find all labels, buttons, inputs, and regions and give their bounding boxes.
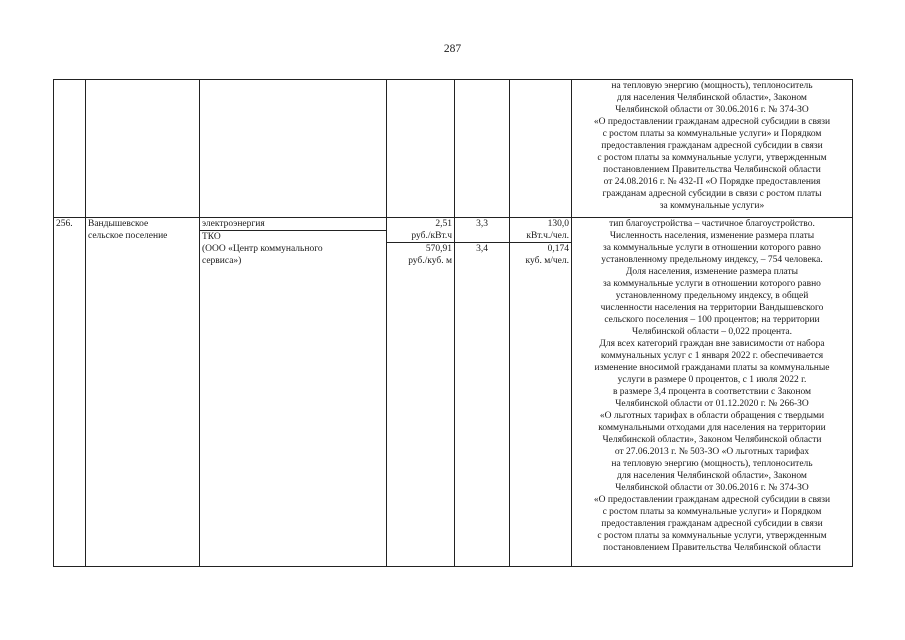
legal-text-line: Для всех категорий граждан вне зависимости от набора [599,339,825,349]
legal-text-line: постановлением Правительства Челябинской области [603,543,821,553]
cell-number-empty [54,80,86,218]
legal-text-line: гражданам адресной субсидии в связи с ростом платы [602,189,822,199]
service-tko: ТКО (ООО «Центр коммунального сервиса») [200,230,386,267]
legal-text-line: численности населения на территории Вандышевского [600,303,824,313]
legal-text-line: коммунальными отходами для населения на территории [598,423,826,433]
row-number: 256. [54,218,86,567]
legal-text-line: за коммунальные услуги в отношении которого равно [603,243,821,253]
legal-text-line: «О льготных тарифах в области обращения с твердыми [599,411,825,421]
norm-electricity: 130,0 кВт.ч./чел. [526,219,569,241]
row-256-legal-text [572,218,853,567]
settlement-name [86,218,200,567]
legal-text-line: Челябинской области – 0,022 процента. [632,327,792,337]
norm-tko: 0,174 куб. м/чел. [510,242,571,267]
tariff-values [387,218,455,567]
legal-text-line: на тепловую энергию (мощность), теплоноситель [611,459,813,469]
service-names [200,218,387,567]
legal-text-line: с ростом платы за коммунальные услуги» и Порядком [602,129,822,139]
legal-text-line: за коммунальные услуги» [659,201,765,211]
legal-text-line: коммунальных услуг с 1 января 2022 г. обеспечивается [600,351,824,361]
legal-text-line: постановлением Правительства Челябинской области [603,165,821,175]
legal-text-line: Челябинской области от 30.06.2016 г. № 374-ЗО [615,483,809,493]
legal-text-line: предоставления гражданам адресной субсидии в связи [601,519,823,529]
cell-service-empty [200,80,387,218]
legal-text-line: Челябинской области от 30.06.2016 г. № 374-ЗО [615,105,809,115]
legal-text-line: Челябинской области от 01.12.2020 г. № 266-ЗО [615,399,809,409]
index-electricity: 3,3 [476,219,488,229]
legal-text-line: услуги в размере 0 процентов, с 1 июля 2022 г. [617,375,807,385]
legal-text-line: предоставления гражданам адресной субсидии в связи [601,141,823,151]
legal-text-line: сельского поселения – 100 процентов; на территории [604,315,820,325]
legal-text-line: изменение вносимой гражданами платы за коммунальные [594,363,830,373]
index-values [455,218,510,567]
legal-text-line: тип благоустройства – частичное благоустройство. [609,219,815,229]
cell-index-empty [455,80,510,218]
tariff-tko: 570,91 руб./куб. м [387,242,454,267]
legal-text-line: «О предоставлении гражданам адресной субсидии в связи [593,495,831,505]
settlement-line: Вандышевское [88,219,149,229]
cell-norm-empty [510,80,572,218]
tariff-electricity: 2,51 руб./кВт.ч [411,219,452,241]
table-row-256 [54,218,853,567]
legal-text-line: установленному предельному индексу, – 754 человека. [601,255,823,265]
legal-text-line: от 27.06.2013 г. № 503-ЗО «О льготных тарифах [614,447,810,457]
continuation-row [54,80,853,218]
legal-text-line: в размере 3,4 процента в соответствии с Законом [612,387,812,397]
legal-text-line: Численность населения, изменение размера платы [609,231,815,241]
service-electricity: электроэнергия [202,219,265,229]
legal-text-line: установленному предельному индексу, в общей [615,291,809,301]
cell-tariff-empty [387,80,455,218]
tariff-table [53,79,853,567]
index-tko: 3,4 [455,242,509,255]
legal-text-line: для населения Челябинской области», Законом [617,471,807,481]
legal-text-line: Челябинской области», Законом Челябинской области [602,435,822,445]
legal-text-line: за коммунальные услуги в отношении которого равно [603,279,821,289]
legal-text-line: с ростом платы за коммунальные услуги, утвержденным [597,531,827,541]
cell-settlement-empty [86,80,200,218]
continuation-legal-text [572,80,853,218]
legal-text-line: Доля населения, изменение размера платы [625,267,799,277]
legal-text-line: с ростом платы за коммунальные услуги» и Порядком [602,507,822,517]
legal-text-line: «О предоставлении гражданам адресной субсидии в связи [593,117,831,127]
legal-text-line: с ростом платы за коммунальные услуги, утвержденным [597,153,827,163]
legal-text-line: на тепловую энергию (мощность), теплоноситель [611,81,813,91]
page-number: 287 [443,43,462,55]
legal-text-line: для населения Челябинской области», Законом [617,93,807,103]
settlement-line: сельское поселение [88,231,168,241]
legal-text-line: от 24.08.2016 г. № 432-П «О Порядке предоставления [603,177,821,187]
norm-values [510,218,572,567]
